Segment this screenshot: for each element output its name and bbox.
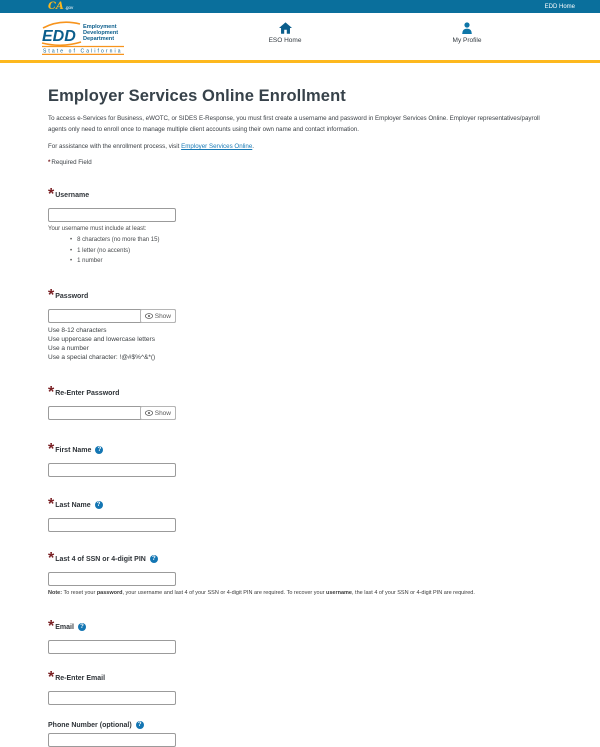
note-bold: username	[326, 590, 352, 596]
ssn-pin-input[interactable]	[48, 572, 176, 586]
password-rule: Use a special character: !@#$%^&*()	[48, 354, 156, 361]
reenter-email-group	[48, 669, 553, 705]
phone-label: Phone Number	[48, 721, 98, 729]
username-requirement: • 8 characters (no more than 15)	[70, 237, 553, 243]
person-icon	[461, 22, 473, 34]
edd-home-link[interactable]: EDD Home	[544, 3, 575, 10]
assistance-suffix: .	[252, 143, 255, 150]
password-rule: Use 8-12 characters	[48, 327, 107, 334]
reenter-email-input[interactable]	[48, 691, 176, 705]
required-asterisk: *	[48, 496, 55, 513]
edd-logo-graphic	[40, 19, 126, 55]
password-label: Password	[55, 292, 89, 300]
required-asterisk: *	[48, 618, 55, 635]
username-label: Username	[55, 191, 90, 199]
required-asterisk: *	[48, 550, 55, 567]
assistance-prefix: For assistance with the enrollment process, visit	[48, 143, 182, 150]
phone-optional-label: (optional)	[99, 721, 132, 729]
username-requirement: • 1 number	[70, 258, 553, 264]
note-label: Note:	[48, 590, 63, 596]
show-reenter-password-label: Show	[154, 409, 171, 417]
last-name-label: Last Name	[55, 501, 91, 509]
help-icon[interactable]: ?	[78, 623, 86, 631]
reenter-password-group	[48, 384, 553, 420]
required-field-text: Required Field	[51, 159, 92, 166]
ca-gov-logo-gov: .gov	[64, 4, 74, 10]
password-group	[48, 287, 553, 362]
required-field-note	[48, 159, 553, 166]
password-rules	[48, 326, 553, 362]
nav-eso-home-label: ESO Home	[268, 37, 302, 44]
username-input[interactable]	[48, 208, 176, 222]
required-asterisk: *	[48, 384, 55, 401]
note-text: , your username and last 4 of your SSN or 4-digit PIN are required. To recover your	[122, 590, 326, 596]
help-icon[interactable]: ?	[150, 555, 158, 563]
help-icon[interactable]: ?	[95, 446, 103, 454]
email-input[interactable]	[48, 640, 176, 654]
required-asterisk: *	[48, 441, 55, 458]
phone-group	[48, 721, 553, 747]
required-asterisk: *	[48, 669, 55, 686]
username-requirements	[70, 237, 553, 264]
last-name-group	[48, 496, 553, 532]
edd-line-3: Department	[83, 36, 115, 42]
show-password-button[interactable]	[140, 309, 176, 323]
edd-line-1: Employment	[83, 24, 117, 30]
username-requirement: • 1 letter (no accents)	[70, 248, 553, 254]
password-rule: Use a number	[48, 345, 89, 352]
eye-icon	[145, 313, 153, 319]
edd-acronym: EDD	[42, 28, 76, 45]
required-asterisk: *	[48, 186, 55, 203]
help-icon[interactable]: ?	[136, 721, 144, 729]
page-title: Employer Services Online Enrollment	[48, 87, 346, 105]
note-text: , the last 4 of your SSN or 4-digit PIN are required.	[352, 590, 475, 596]
edd-logo[interactable]	[40, 19, 126, 60]
username-group	[48, 186, 553, 264]
nav-my-profile-label: My Profile	[452, 37, 482, 44]
show-reenter-password-button[interactable]	[140, 406, 176, 420]
assistance-line	[48, 143, 553, 150]
phone-input[interactable]	[48, 733, 176, 747]
password-rule: Use uppercase and lowercase letters	[48, 336, 155, 343]
first-name-group	[48, 441, 553, 477]
ssn-pin-label: Last 4 of SSN or 4-digit PIN	[55, 555, 146, 563]
note-bold: password	[96, 590, 123, 596]
first-name-label: First Name	[55, 446, 92, 454]
employer-services-online-link[interactable]: Employer Services Online	[181, 143, 253, 150]
show-password-label: Show	[154, 312, 171, 320]
ssn-pin-note	[48, 590, 553, 596]
note-text: To reset your	[62, 590, 97, 596]
reenter-email-label: Re-Enter Email	[55, 674, 106, 682]
site-header	[0, 13, 600, 60]
main-content	[0, 63, 600, 747]
nav-my-profile[interactable]	[432, 22, 502, 44]
intro-paragraph: To access e-Services for Business, eWOTC, or SIDES E-Response, you must first create a username and password in Employer Services Online. Employer representatives/payroll agents only need to enroll once to manage multiple client accounts using their own name and contact information.	[48, 115, 540, 133]
last-name-input[interactable]	[48, 518, 176, 532]
email-group	[48, 618, 553, 654]
required-asterisk: *	[48, 287, 55, 304]
ssn-pin-group	[48, 550, 553, 596]
nav-eso-home[interactable]	[250, 22, 320, 44]
help-icon[interactable]: ?	[95, 501, 103, 509]
required-asterisk: *	[48, 159, 51, 166]
email-label: Email	[55, 623, 74, 631]
utility-bar	[0, 0, 600, 13]
ca-gov-logo[interactable]	[48, 2, 73, 12]
edd-tagline: State of California	[43, 48, 123, 55]
home-icon	[279, 22, 292, 34]
reenter-password-label: Re-Enter Password	[55, 389, 120, 397]
first-name-input[interactable]	[48, 463, 176, 477]
ca-gov-logo-ca: CA	[48, 0, 64, 12]
edd-line-2: Development	[83, 30, 119, 36]
eye-icon	[145, 410, 153, 416]
username-hint: Your username must include at least:	[48, 226, 147, 232]
